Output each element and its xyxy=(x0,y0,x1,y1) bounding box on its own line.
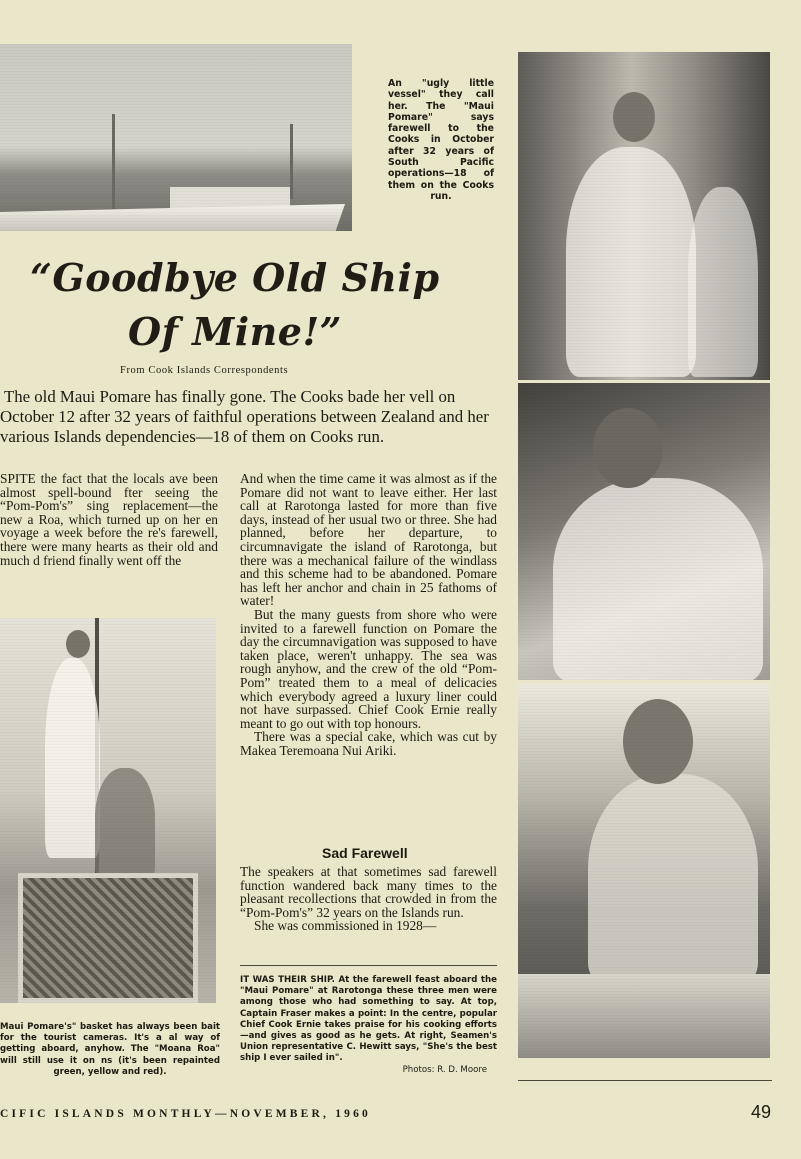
basket-photo-caption: Maui Pomare's" basket has always been bait for the tourist cameras. It's a al way of getting aboard, anyhow. The "Moana Roa" will still use it on ns (it's been repainted green, yellow and red). xyxy=(0,1022,220,1077)
paragraph: There was a special cake, which was cut by Makea Teremoana Nui Ariki. xyxy=(240,729,497,758)
article-column-left xyxy=(0,472,218,567)
byline: From Cook Islands Correspondents xyxy=(120,365,289,376)
ship-photo xyxy=(0,44,352,231)
paragraph: SPITE the fact that the locals ave been almost spell-bound fter seeing the “Pom-Pom's” sing replacement—the new a Roa, which turned up on her en voyage a week before the re's farewell, there were many hearts as their old and much d friend finally went off the xyxy=(0,471,218,568)
paragraph: And when the time came it was almost as if the Pomare did not want to leave either. Her last call at Rarotonga lasted for more than five days, instead of her usual two or three. She had planned, before her departure, to circumnavigate the island of Rarotonga, but there was a mechanical failure of the windlass and this scheme had to be abandoned. Pomare has left her anchor and chain in 25 fathoms of water! xyxy=(240,471,497,609)
captain-photo xyxy=(518,52,770,380)
basket-photo xyxy=(0,618,216,1003)
paragraph: But the many guests from shore who were invited to a farewell function on Pomare the day the circumnavigation was supposed to have taken place, weren't unhappy. The sea was rough anyhow, and the crew of the old “Pom-Pom” treated them to a meal of delicacies which everybody agreed a luxury liner could not have surpassed. Chief Cook Ernie really meant to go out with top honours. xyxy=(240,606,497,731)
seamans-union-photo xyxy=(518,684,770,1058)
photo-credit: Photos: R. D. Moore xyxy=(402,1064,487,1075)
caption-divider xyxy=(240,965,497,966)
section-subhead: Sad Farewell xyxy=(322,845,408,861)
their-ship-caption xyxy=(240,975,497,1076)
headline-line-1: “Goodbye Old Ship xyxy=(30,255,440,300)
their-ship-caption-text: IT WAS THEIR SHIP. At the farewell feast aboard the "Maui Pomare" at Rarotonga these three men were among those who had something to say. At top, Captain Fraser makes a point: In the centre, popular Chief Cook Ernie takes praise for his cooking efforts—and gives as good as he gets. At right, Seamen's Union representative C. Hewitt says, "She's the best ship I ever sailed in". xyxy=(240,975,497,1064)
article-column-middle-continued xyxy=(240,865,497,933)
bottom-rule xyxy=(518,1080,772,1081)
paragraph: She was commissioned in 1928— xyxy=(254,918,437,934)
article-headline xyxy=(30,255,450,365)
chief-cook-photo xyxy=(518,383,770,680)
intro-paragraph: The old Maui Pomare has finally gone. The Cooks bade her vell on October 12 after 32 years of faithful operations between Zealand and her various Islands dependencies—18 of them on Cooks run. xyxy=(0,387,489,446)
ship-photo-caption: An "ugly little vessel" they call her. The "Maui Pomare" says farewell to the Cooks in October after 32 years of South Pacific operations—18 of them on the Cooks run. xyxy=(388,78,494,202)
running-footer: CIFIC ISLANDS MONTHLY—NOVEMBER, 1960 xyxy=(0,1108,372,1120)
article-column-middle xyxy=(240,472,497,757)
headline-line-2: Of Mine!” xyxy=(128,309,343,354)
paragraph: The speakers at that sometimes sad farewell function wandered back many times to the pleasant recollections that crowded in from the “Pom-Pom's” 32 years on the Islands run. xyxy=(240,864,497,920)
page-number: 49 xyxy=(751,1102,772,1122)
